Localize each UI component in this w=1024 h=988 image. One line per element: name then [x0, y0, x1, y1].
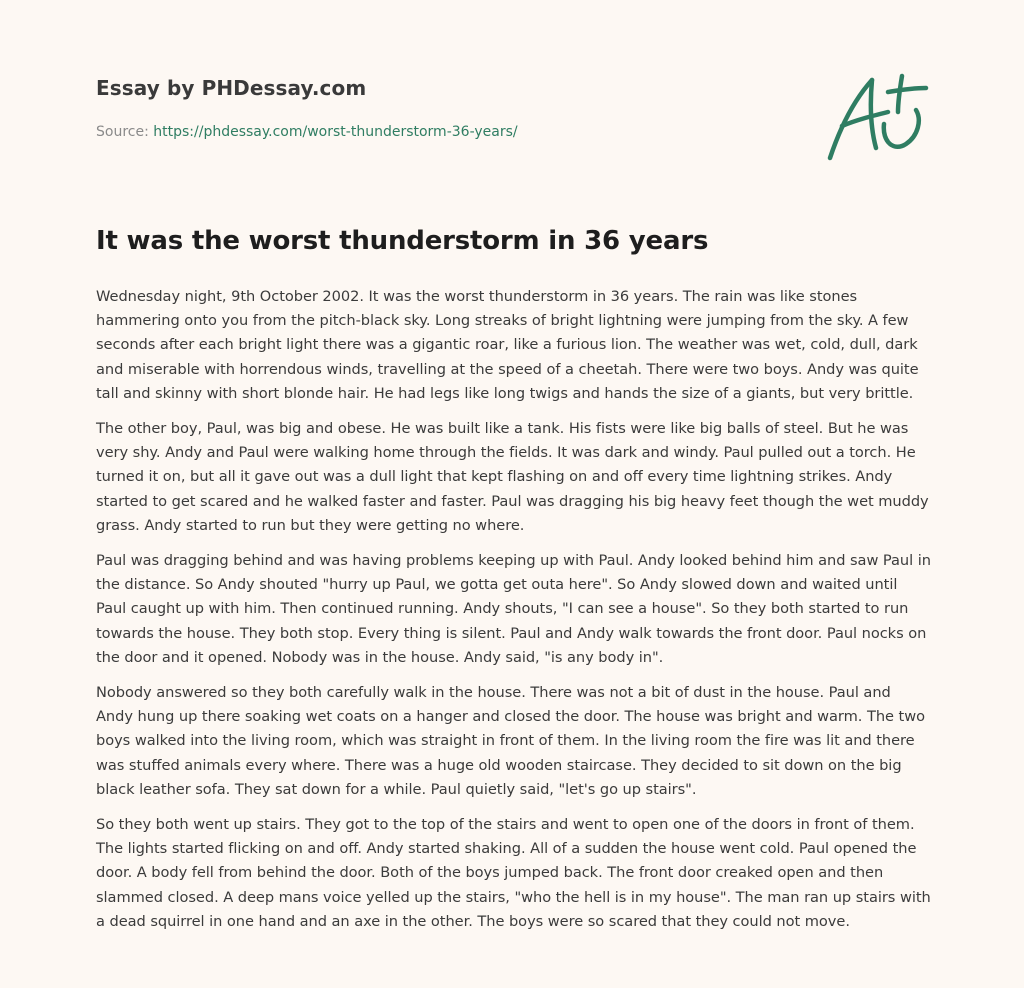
paragraph: Nobody answered so they both carefully walk in the house. There was not a bit of dust in the house. Paul and Andy hung up there soaking wet coats on a hanger and closed the door. The house was bright and warm. The two boys walked into the living room, which was straight in front of them. In the living room the fire was lit and there was stuffed animals every where. There was a huge old wooden staircase. They decided to sit down on the big black leather sofa. They sat down for a while. Paul quietly said, "let's go up stairs". [96, 684, 925, 798]
paragraph: Paul was dragging behind and was having problems keeping up with Paul. Andy looked behind him and saw Paul in the distance. So Andy shouted "hurry up Paul, we gotta get outa here". So Andy slowed down and waited until Paul caught up with him. Then continued running. Andy shouts, "I can see a house". So they both started to run towards the house. They both stop. Every thing is silent. Paul and Andy walk towards the front door. Paul nocks on the door and it opened. Nobody was in the house. Andy said, "is any body in". [96, 552, 931, 666]
source-link[interactable]: https://phdessay.com/worst-thunderstorm-36-years/ [153, 124, 518, 140]
a-plus-grade-icon [820, 68, 932, 164]
paragraph: So they both went up stairs. They got to the top of the stairs and went to open one of the doors in front of them. The lights started flicking on and off. Andy started shaking. All of a sudden the house went cold. Paul opened the door. A body fell from behind the door. Both of the boys jumped back. The front door creaked open and then slammed closed. A deep mans voice yelled up the stairs, "who the hell is in my house". The man ran up stairs with a dead squirrel in one hand and an axe in the other. The boys were so scared that they could not move. [96, 816, 931, 930]
essay-body [96, 285, 932, 945]
paragraph: The other boy, Paul, was big and obese. He was built like a tank. His fists were like big balls of steel. But he was very shy. Andy and Paul were walking home through the fields. It was dark and windy. Paul pulled out a torch. He turned it on, but all it gave out was a dull light that kept flashing on and off every time lightning strikes. Andy started to get scared and he walked faster and faster. Paul was dragging his big heavy feet though the wet muddy grass. Andy started to run but they were getting no where. [96, 420, 929, 534]
page-title: It was the worst thunderstorm in 36 years [96, 226, 709, 256]
source-line [96, 124, 518, 140]
site-brand: Essay by PHDessay.com [96, 76, 367, 100]
paragraph: Wednesday night, 9th October 2002. It was the worst thunderstorm in 36 years. The rain was like stones hammering onto you from the pitch-black sky. Long streaks of bright lightning were jumping from the sky. A few seconds after each bright light there was a gigantic roar, like a furious lion. The weather was wet, cold, dull, dark and miserable with horrendous winds, travelling at the speed of a cheetah. There were two boys. Andy was quite tall and skinny with short blonde hair. He had legs like long twigs and hands the size of a giants, but very brittle. [96, 288, 919, 402]
source-label: Source: [96, 124, 149, 140]
page-header [96, 76, 928, 140]
